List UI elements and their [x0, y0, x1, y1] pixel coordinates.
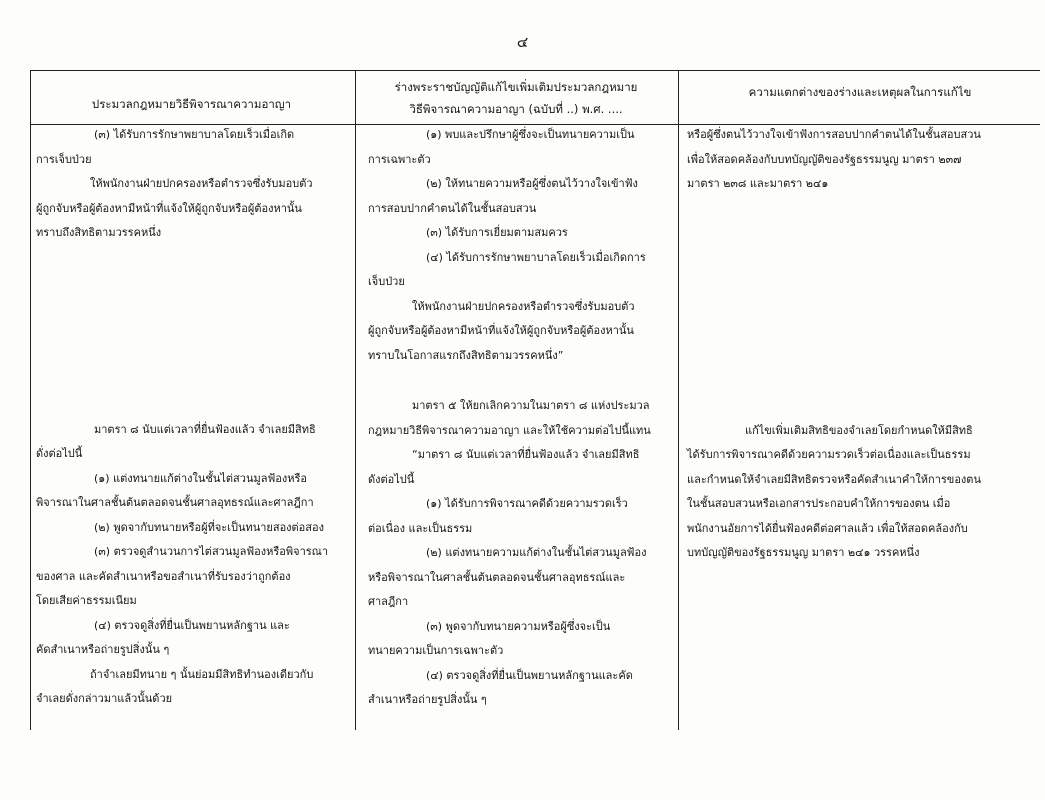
page-number: ๔ [516, 33, 529, 51]
text-line: สำเนาหรือถ่ายรูปสิ่งนั้น ๆ [368, 693, 487, 706]
text-line: ได้รับการพิจารณาคดีด้วยความรวดเร็วต่อเนื่องและเป็นธรรม [687, 448, 971, 461]
text-line: บทบัญญัติของรัฐธรรมนูญ มาตรา ๒๔๑ วรรคหนึ่ง [687, 546, 920, 559]
text-line: (๑) พบและปรึกษาผู้ซึ่งจะเป็นทนายความเป็น [426, 128, 635, 141]
table-border-left [30, 70, 31, 730]
text-line: คัดสำเนาหรือถ่ายรูปสิ่งนั้น ๆ [36, 643, 170, 656]
text-line: ทราบในโอกาสแรกถึงสิทธิตามวรรคหนึ่ง” [368, 348, 564, 362]
text-line: ให้พนักงานฝ่ายปกครองหรือตำรวจซึ่งรับมอบตัว [412, 299, 635, 313]
text-line: (๓) ได้รับการเยี่ยมตามสมควร [426, 226, 568, 239]
text-line: (๔) ได้รับการรักษาพยาบาลโดยเร็วเมื่อเกิดการ [426, 250, 646, 264]
text-line: หรือผู้ซึ่งตนไว้วางใจเข้าฟังการสอบปากคำตนได้ในชั้นสอบสวน [687, 128, 981, 141]
text-line: (๒) พูดจากับทนายหรือผู้ที่จะเป็นทนายสองต่อสอง [94, 520, 324, 534]
text-line: ดังต่อไปนี้ [368, 472, 415, 486]
text-line: (๔) ตรวจดูสิ่งที่ยื่นเป็นพยานหลักฐานและคัด [426, 668, 633, 682]
text-line: ผู้ถูกจับหรือผู้ต้องหามีหน้าที่แจ้งให้ผู้ถูกจับหรือผู้ต้องหานั้น [368, 324, 634, 337]
text-line: ต่อเนื่อง และเป็นธรรม [368, 521, 473, 535]
text-line: และกำหนดให้จำเลยมีสิทธิตรวจหรือคัดสำเนาคำให้การของตน [687, 472, 981, 486]
text-line: มาตรา ๕ ให้ยกเลิกความในมาตรา ๘ แห่งประมวล [412, 399, 650, 412]
header-draft-law [355, 71, 677, 124]
text-line: แก้ไขเพิ่มเติมสิทธิของจำเลยโดยกำหนดให้มีสิทธิ [745, 423, 973, 437]
text-line: (๓) ได้รับการรักษาพยาบาลโดยเร็วเมื่อเกิด [94, 128, 295, 141]
text-line: เจ็บป่วย [368, 275, 405, 288]
table-header-row [30, 70, 1040, 125]
text-line: ศาลฎีกา [368, 595, 409, 608]
text-line: มาตรา ๒๓๘ และมาตรา ๒๔๑ [687, 177, 829, 190]
text-line: (๓) พูดจากับทนายความหรือผู้ซึ่งจะเป็น [426, 619, 611, 633]
text-line: (๑) แต่งทนายแก้ต่างในชั้นไต่สวนมูลฟ้องหรือ [94, 471, 307, 485]
column-divider-2 [678, 70, 679, 730]
text-line: ดั่งต่อไปนี้ [36, 447, 83, 460]
text-line: มาตรา ๘ นับแต่เวลาที่ยื่นฟ้องแล้ว จำเลยมีสิทธิ [94, 422, 316, 436]
header-draft-law-line2: วิธีพิจารณาความอาญา (ฉบับที่ ..) พ.ศ. .... [409, 101, 623, 116]
column-differences-reasons [687, 123, 1032, 566]
text-line: ผู้ถูกจับหรือผู้ต้องหามีหน้าที่แจ้งให้ผู้ถูกจับหรือผู้ต้องหานั้น [36, 201, 302, 215]
text-line: ให้พนักงานฝ่ายปกครองหรือตำรวจซึ่งรับมอบตัว [90, 177, 313, 190]
column-divider-1 [355, 70, 356, 730]
column-draft-law [368, 123, 670, 713]
text-line: พนักงานอัยการได้ยื่นฟ้องคดีต่อศาลแล้ว เพื่อให้สอดคล้องกับ [687, 521, 968, 535]
text-line: โดยเสียค่าธรรมเนียม [36, 594, 137, 607]
text-line: ถ้าจำเลยมีทนาย ๆ นั้นย่อมมีสิทธิทำนองเดียวกับ [90, 667, 314, 681]
text-line: ทนายความเป็นการเฉพาะตัว [368, 644, 504, 657]
text-line: (๒) ให้ทนายความหรือผู้ซึ่งตนไว้วางใจเข้าฟัง [426, 177, 638, 190]
text-line: หรือพิจารณาในศาลชั้นต้นตลอดจนชั้นศาลอุทธรณ์และ [368, 570, 626, 584]
text-line: การเจ็บป่วย [36, 152, 92, 166]
header-draft-law-line1: ร่างพระราชบัญญัติแก้ไขเพิ่มเติมประมวลกฎหมาย [394, 79, 638, 94]
text-line: “มาตรา ๘ นับแต่เวลาที่ยื่นฟ้องแล้ว จำเลยมีสิทธิ [412, 448, 640, 461]
text-line: จำเลยดั่งกล่าวมาแล้วนั้นด้วย [36, 692, 173, 705]
column-current-law [36, 123, 348, 712]
text-line: (๓) ตรวจดูสำนวนการไต่สวนมูลฟ้องหรือพิจารณา [94, 545, 329, 558]
text-line: ทราบถึงสิทธิตามวรรคหนึ่ง [36, 226, 162, 239]
text-line: การเฉพาะตัว [368, 152, 431, 166]
text-line: เพื่อให้สอดคล้องกับบทบัญญัติของรัฐธรรมนูญ มาตรา ๒๓๗ [687, 152, 962, 166]
text-line: (๒) แต่งทนายความแก้ต่างในชั้นไต่สวนมูลฟ้อง [426, 546, 647, 559]
text-line: (๔) ตรวจดูสิ่งที่ยื่นเป็นพยานหลักฐาน และ [94, 618, 290, 632]
header-current-law: ประมวลกฎหมายวิธีพิจารณาความอาญา [91, 96, 292, 111]
text-line: ของศาล และคัดสำเนาหรือขอสำเนาที่รับรองว่าถูกต้อง [36, 569, 291, 583]
header-differences-reasons: ความแตกต่างของร่างและเหตุผลในการแก้ไข [748, 85, 972, 99]
text-line: กฎหมายวิธีพิจารณาความอาญา และให้ใช้ความต่อไปนี้แทน [368, 423, 651, 437]
text-line: ในชั้นสอบสวนหรือเอกสารประกอบคำให้การของตน เมื่อ [687, 497, 951, 510]
text-line: การสอบปากคำตนได้ในชั้นสอบสวน [368, 201, 537, 215]
text-line: (๑) ได้รับการพิจารณาคดีด้วยความรวดเร็ว [426, 497, 628, 510]
text-line: พิจารณาในศาลชั้นต้นตลอดจนชั้นศาลอุทธรณ์และศาลฎีกา [36, 496, 314, 509]
